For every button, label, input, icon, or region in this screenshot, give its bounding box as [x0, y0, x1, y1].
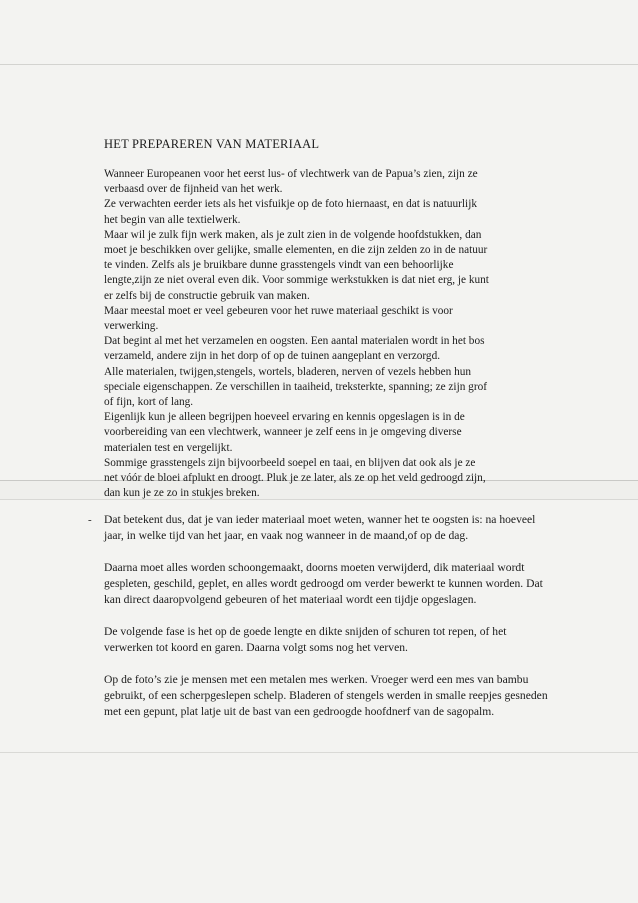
- text-line: dan kun je ze zo in stukjes breken.: [104, 487, 260, 500]
- text-line: speciale eigenschappen. Ze verschillen in taaiheid, treksterkte, spanning; ze zijn grof: [104, 380, 488, 393]
- text-line: moet je beschikken over gelijke, smalle elementen, en die zijn zelden zo in de natuur: [104, 244, 488, 257]
- text-line: Dat begint al met het verzamelen en oogsten. Een aantal materialen wordt in het bos: [104, 335, 485, 348]
- lower-text-block: [104, 512, 554, 736]
- text-line: verwerking.: [104, 320, 159, 333]
- text-line: Sommige grasstengels zijn bijvoorbeeld soepel en taai, en blijven dat ook als je ze: [104, 456, 476, 469]
- text-line: Wanneer Europeanen voor het eerst lus- of vlechtwerk van de Papua’s zien, zijn ze: [104, 168, 478, 180]
- text-line: er zelfs bij de constructie gebruik van maken.: [104, 289, 310, 302]
- paragraph-cutting: De volgende fase is het op de goede lengte en dikte snijden of schuren tot repen, of het verwerken tot koord en garen. Daarna volgt soms nog het verven.: [104, 625, 507, 654]
- fold-line-top: [0, 64, 638, 65]
- text-line: Alle materialen, twijgen,stengels, wortels, bladeren, nerven of vezels hebben hun: [104, 365, 472, 378]
- text-line: Maar wil je zulk fijn werk maken, als je zult zien in de volgende hoofdstukken, dan: [104, 228, 482, 241]
- text-line: voorbereiding van een vlechtwerk, wanneer je zelf eens in je omgeving diverse: [104, 426, 462, 439]
- scan-mark: -: [88, 514, 92, 526]
- text-line: materialen test en vergelijkt.: [104, 441, 233, 454]
- text-line: verbaasd over de fijnheid van het werk.: [104, 183, 283, 196]
- text-line: verzameld, andere zijn in het dorp of op de tuinen aangeplant en verzorgd.: [104, 350, 441, 363]
- paragraph-cleaning: Daarna moet alles worden schoongemaakt, doorns moeten verwijderd, dik materiaal wordt gespleten, geschild, geplet, en alles wordt gedroogd om verder bewerkt te kunnen worden. Dat kan direct daaropvolgend gebeuren of het materiaal wordt een tijdje opgeslagen.: [104, 561, 543, 606]
- text-line: te vinden. Zelfs als je bruikbare dunne grasstengels vindt van een behoorlijke: [104, 259, 454, 272]
- paragraph-tools: Op de foto’s zie je mensen met een metalen mes werken. Vroeger werd een mes van bambu gebruikt, of een scherpgeslepen schelp. Bladeren of stengels werden in smalle reepjes gesneden met een gepunt, plat latje uit de bast van een gedroogde hoofdnerf van de sagopalm.: [104, 673, 548, 718]
- text-line: net vóór de bloei afplukt en droogt. Pluk je ze later, als ze op het veld gedroogd zijn,: [104, 472, 486, 485]
- text-line: het begin van alle textielwerk.: [104, 213, 241, 226]
- paragraph-harvest-timing: Dat betekent dus, dat je van ieder materiaal moet weten, wanner het te oogsten is: na hoeveel jaar, in welke tijd van het jaar, en vaak nog wanneer in de maand,of op de dag.: [104, 513, 536, 542]
- text-line: Eigenlijk kun je alleen begrijpen hoeveel ervaring en kennis opgeslagen is in de: [104, 411, 465, 424]
- text-line: lengte,zijn ze niet overal even dik. Voor sommige werkstukken is dat niet erg, je kunt: [104, 274, 489, 287]
- text-line: Ze verwachten eerder iets als het visfuikje op de foto hiernaast, en dat is natuurlijk: [104, 198, 477, 211]
- page-title: HET PREPAREREN VAN MATERIAAL: [104, 137, 320, 151]
- text-line: of fijn, kort of lang.: [104, 396, 194, 409]
- fold-line-bottom: [0, 752, 638, 753]
- upper-text-block: [104, 167, 544, 501]
- text-line: Maar meestal moet er veel gebeuren voor het ruwe materiaal geschikt is voor: [104, 304, 453, 317]
